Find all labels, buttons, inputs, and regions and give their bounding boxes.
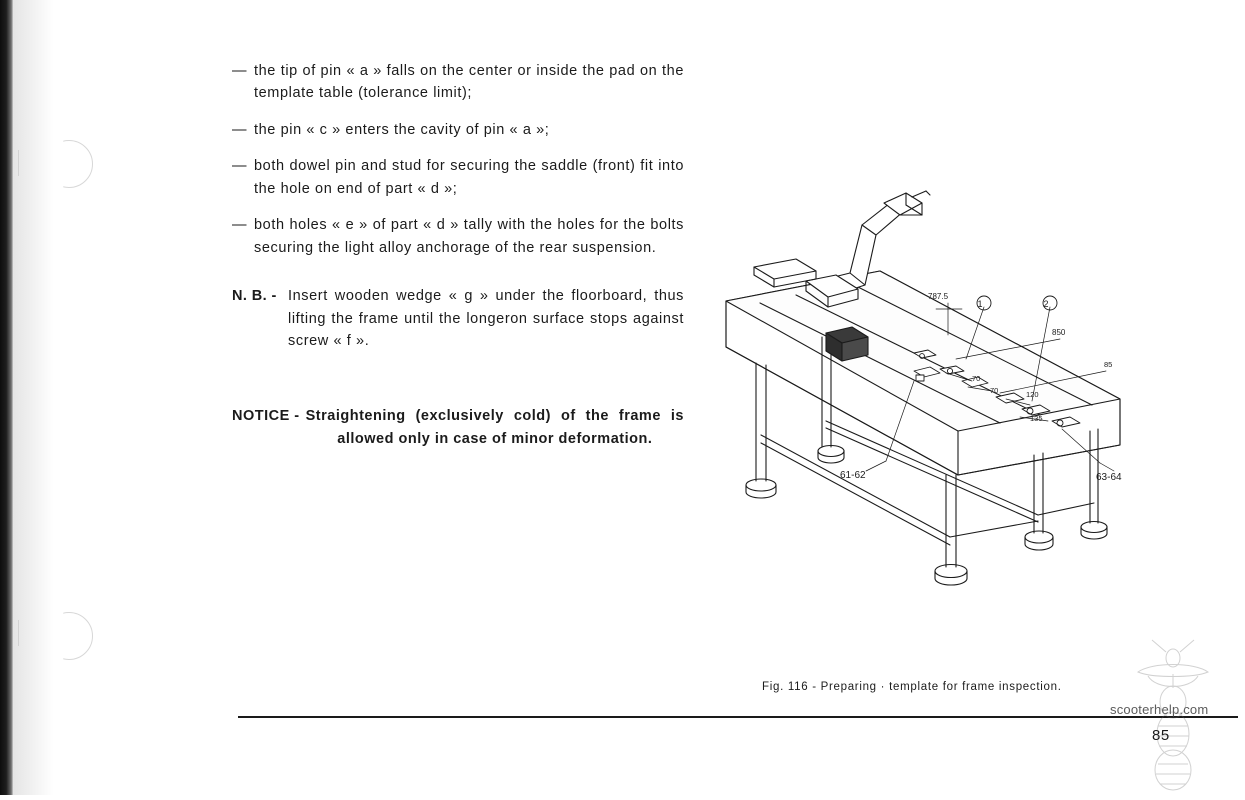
wasp-logo-stamp	[1128, 630, 1218, 795]
list-item-text: both dowel pin and stud for securing the saddle (front) fit into the hole on end of part « d »;	[254, 158, 684, 197]
list-item	[232, 119, 684, 141]
figure-part-61-62: 61-62	[840, 470, 866, 481]
list-item-text: the pin « c » enters the cavity of pin « a »;	[254, 121, 550, 138]
notice-block	[232, 405, 684, 451]
margin-tick-bottom	[18, 620, 19, 646]
figure-caption: Fig. 116 - Preparing · template for frame inspection.	[762, 681, 1062, 693]
nota-bene-block	[232, 285, 684, 352]
figure-label-850: 850	[1052, 328, 1066, 337]
figure-label-120: 120	[1026, 390, 1039, 399]
margin-tick-top	[18, 150, 19, 176]
list-dash: —	[232, 217, 248, 234]
footer-rule	[238, 716, 1238, 718]
notice-text: Straightening (exclusively cold) of the frame is allowed only in case of minor deformation.	[305, 407, 684, 447]
figure-frame-inspection-template	[700, 185, 1220, 605]
list-dash: —	[232, 158, 248, 175]
figure-callout-1: 1	[977, 299, 983, 309]
nota-bene-text: Insert wooden wedge « g » under the floorboard, thus lifting the frame until the longeron surface stops against screw « f ».	[288, 288, 684, 350]
list-item-text: both holes « e » of part « d » tally with the holes for the bolts securing the light alloy anchorage of the rear suspension.	[254, 217, 684, 256]
list-dash: —	[232, 121, 248, 138]
notice-label: NOTICE -	[232, 407, 300, 424]
page-number: 85	[1152, 727, 1170, 744]
figure-callout-2: 2	[1043, 299, 1049, 309]
watermark-text: scooterhelp.com	[1110, 702, 1209, 717]
figure-label-85: 85	[1104, 360, 1113, 369]
figure-part-63-64: 63-64	[1096, 472, 1122, 483]
figure-label-135: 135	[1030, 414, 1043, 423]
page-gutter-edge	[0, 0, 14, 795]
figure-label-70-a: 70	[972, 374, 981, 383]
list-item	[232, 214, 684, 259]
body-text-column	[232, 60, 684, 451]
list-item	[232, 155, 684, 200]
page-gutter-shadow	[14, 0, 54, 795]
nota-bene-label: N. B. -	[232, 288, 277, 305]
list-item	[232, 60, 684, 105]
figure-label-70-b: 70	[990, 386, 999, 395]
list-dash: —	[232, 63, 248, 79]
figure-label-787-5: 787.5	[928, 292, 949, 301]
list-item-text: the tip of pin « a » falls on the center or inside the pad on the template table (tolerance limit);	[254, 63, 684, 102]
